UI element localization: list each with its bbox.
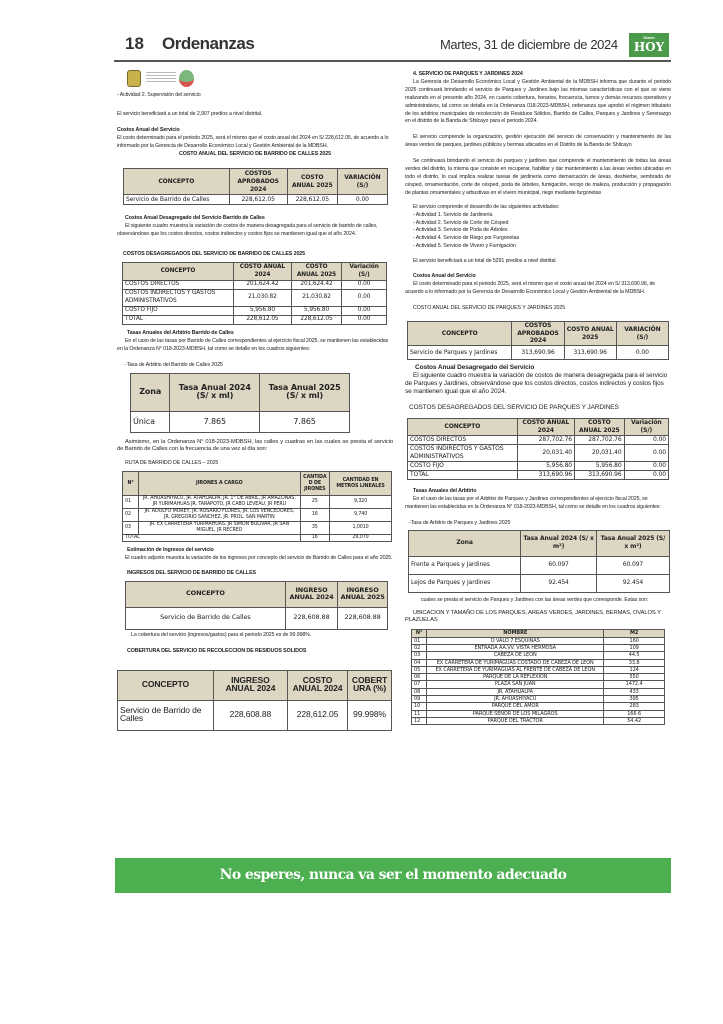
section-heading: 4. SERVICIO DE PARQUES Y JARDINES 2024 (413, 71, 523, 77)
page-number: 18 (125, 34, 144, 53)
table-row (412, 696, 665, 703)
table-cell: 228,612.05 (287, 700, 347, 730)
table-cell: 228,612.05 (287, 195, 337, 205)
newspaper-logo (629, 33, 669, 57)
table-row (409, 556, 670, 574)
table-cell: COSTOS INDIRECTOS Y GASTOS ADMINISTRATIVOS (123, 290, 234, 307)
table-row (412, 666, 665, 673)
table-cell: 54.42 (604, 717, 665, 724)
table-cell: 21,030.82 (233, 290, 291, 307)
table-cell: 313,690.96 (512, 346, 564, 360)
table-cell: 201,624.42 (291, 281, 341, 290)
table-cell: 313,690.96 (575, 471, 625, 480)
table-cell: 228,612.05 (291, 315, 341, 324)
section-heading: Tasas Anuales del Arbitrio (413, 488, 477, 494)
table-cell: 109 (604, 644, 665, 651)
table-cell: 02 (123, 509, 139, 522)
table-cell: PARQUE DE LA REFLEXION (427, 674, 604, 681)
beneficiaries-text: El servicio beneficiará a un total de 2,907 predios a nivel distrital. (117, 110, 263, 117)
table-cell: 0.00 (624, 436, 668, 445)
table-cell: COSTOS DIRECTOS (408, 436, 518, 445)
parks-location-table (411, 629, 665, 725)
coverage-table (117, 670, 392, 731)
table-cell: 9,320 (330, 496, 392, 509)
table-cell: Lejos de Parques y Jardines (409, 574, 521, 592)
letterhead-text-graphic (146, 72, 176, 84)
paragraph: En el caso de las tasas por el Arbitrio de Parques y Jardines correspondientes al ejercicio fiscal 2025, se mantienen las establecidas en la Ordenanza N° 018-2023-MDBSH, tal como se detalle en los cuadros siguientes: (405, 495, 661, 510)
column-header: NOMBRE (427, 630, 604, 637)
section-heading: Costos Anual del Servicio (413, 273, 476, 280)
column-header: Tasa Anual 2024 (S/ x ml) (170, 373, 260, 411)
table-cell: 433 (604, 688, 665, 695)
table-cell: 287,702.76 (575, 436, 625, 445)
table-cell: JR. AHUASHIYACU, JR. ATAHUALPA, JR. 1° DE ABRIL, JR AMAZONAS, JR YURIMAHUAS JR. TARAPOTO, JR CABO LEVEAU, JR PERU (139, 496, 300, 509)
paragraph: La cobertura del servicio (ingresos/gastos) para el periodo 2025 es de 99.998%. (131, 631, 312, 638)
table-title: COSTO ANUAL DEL SERVICIO DE PARQUES Y JARDINES 2025 (413, 304, 566, 311)
park-rate-table (408, 530, 670, 593)
column-header: COSTO ANUAL 2024 (233, 263, 291, 281)
park-annual-cost-table (407, 321, 669, 361)
table-cell: 228,608.88 (338, 607, 388, 629)
table-cell: Servicio de Barrido de Calles (118, 700, 214, 730)
table-cell: 0.00 (342, 290, 387, 307)
table-row (412, 659, 665, 666)
table-row (408, 436, 669, 445)
table-row (408, 445, 669, 462)
section-title: Ordenanzas (162, 34, 255, 53)
table-cell: 283 (604, 703, 665, 710)
table-row (123, 290, 387, 307)
table-cell: 16 (300, 509, 330, 522)
header-divider (114, 60, 671, 62)
table-cell: 0.00 (342, 315, 387, 324)
activity-item: - Actividad 5. Servicio de Vivero y Fumigación (413, 243, 516, 250)
table-row (412, 717, 665, 724)
table-cell: 11 (412, 710, 427, 717)
table-header-row (124, 169, 388, 195)
column-header: COSTO ANUAL 2025 (287, 169, 337, 195)
table-cell: 08 (412, 688, 427, 695)
activity-item: - Actividad 2. Supervisión del servicio (117, 92, 201, 98)
table-row (408, 346, 669, 360)
table-cell: 44.5 (604, 652, 665, 659)
column-header: Variación (S/) (624, 419, 668, 436)
activity-item: - Actividad 1. Servicio de Jardinería (413, 211, 493, 218)
section-heading: Tasas Anuales del Arbitrio Barrido de Calles (127, 329, 234, 336)
section-heading: Costos Anual Desagregado del Servicio Barrido de Calles (125, 215, 265, 222)
column-header: COSTO ANUAL 2024 (287, 670, 347, 700)
table-row (412, 710, 665, 717)
table-cell: PARQUE SEÑOR DE LOS MILAGROS (427, 710, 604, 717)
column-header: VARIACIÓN (S/) (337, 169, 387, 195)
table-cell: 201,624.42 (233, 281, 291, 290)
table-cell: 313,690.96 (517, 471, 574, 480)
table-row (412, 674, 665, 681)
table-cell: EX CARRETERA DE YURIMAGUAS COSTADO DE CABEZA DE LEON (427, 659, 604, 666)
column-header: Tasa Anual 2024 (S/ x m²) (521, 530, 597, 556)
slogan-banner: No esperes, nunca va ser el momento adecuado (115, 858, 671, 893)
table-row (408, 462, 669, 471)
table-row (412, 644, 665, 651)
column-header: N° (123, 472, 139, 496)
activity-item: - Actividad 3. Servicio de Poda de Árboles (413, 227, 508, 234)
table-cell: EX CARRETERA DE YURIMAGUAS AL FRENTE DE CABEZA DE LEON (427, 666, 604, 673)
table-cell: PLAZA SAN JUAN (427, 681, 604, 688)
table-row (123, 496, 392, 509)
table-cell: 228,612.05 (229, 195, 287, 205)
column-header: COSTO ANUAL 2024 (517, 419, 574, 436)
table-cell: 20,031.40 (517, 445, 574, 462)
table-cell: 20,031.40 (575, 445, 625, 462)
table-cell: 92.454 (596, 574, 669, 592)
table-cell: 60.097 (521, 556, 597, 574)
table-row (412, 652, 665, 659)
column-header: CONCEPTO (408, 321, 512, 346)
table-cell: Servicio de Barrido de Calles (124, 195, 230, 205)
table-header-row (408, 419, 669, 436)
activity-item: - Actividad 2. Servicio de Corte de Césped (413, 219, 509, 226)
table-row (126, 607, 388, 629)
table-cell: 12 (412, 717, 427, 724)
paragraph: El siguiente cuadro muestra la variación de costos de manera desagregada para el servicio de barrido de calles, observándose que los costos directos, costos indirectos y costos fijos se mantienen igual que el año 2024. (117, 223, 378, 238)
table-row (412, 637, 665, 644)
table-cell: ENTRADA AA.VV. VISTA HERMOSA (427, 644, 604, 651)
table-cell: 05 (412, 666, 427, 673)
table-cell: 60.097 (596, 556, 669, 574)
table-row (131, 411, 350, 432)
paragraph: El costo determinado para el periodo 2025, será el mismo que el costo anual del 2024 en S/ 313,690.96, de acuerdo a lo informado por la Gerencia de Desarrollo Económico Local y Gestión Ambiental de la MDBSH. (405, 280, 656, 295)
table-cell: 228,612.05 (233, 315, 291, 324)
table-cell: 21,030.82 (291, 290, 341, 307)
table-header-row (131, 373, 350, 411)
table-cell: JR. AHUASHIYACU (427, 696, 604, 703)
table-cell: 228,608.88 (213, 700, 287, 730)
right-column (405, 71, 671, 725)
table-cell: 03 (123, 522, 139, 535)
income-table (125, 581, 388, 630)
annual-cost-table (123, 168, 388, 205)
table-cell: 5,956.80 (517, 462, 574, 471)
municipal-seal-icon (127, 70, 141, 87)
table-row (412, 703, 665, 710)
column-header: CONCEPTO (126, 581, 286, 607)
column-header: CANTIDAD DE JIRONES (300, 472, 330, 496)
column-header: CONCEPTO (124, 169, 230, 195)
column-header: COSTOS APROBADOS 2024 (512, 321, 564, 346)
table-cell: Frente a Parques y Jardines (409, 556, 521, 574)
table-cell: 33.8 (604, 659, 665, 666)
table-cell: JR. ATAHUALPA (427, 688, 604, 695)
table-row (124, 195, 388, 205)
table-cell: 99.998% (348, 700, 392, 730)
table-cell: COSTO FIJO (408, 462, 518, 471)
column-header: Zona (409, 530, 521, 556)
column-header: INGRESO ANUAL 2024 (285, 581, 337, 607)
left-column (117, 92, 393, 731)
paragraph: El servicio comprende la organización, gestión ejecución del servicio de conservación y mantenimiento de las áreas verdes de parques, jardines públicos y bermas ubicados en el Distrito de la Banda de Shilcayo (405, 134, 671, 149)
paragraph: Asimismo, en la Ordenanza N° 018-2023-MDBSH, las calles y cuadras en las cuales se presta el servicio de Barrido de Calles con la frecuencia de una vez al día son: (117, 438, 393, 453)
paragraph: El cuadro adjunto muestra la variación de los ingresos por concepto del servicio de Barrido de Calles para el año 2025. (125, 555, 393, 562)
table-cell: 10 (412, 703, 427, 710)
paragraph: Se continuará brindando el servicio de parques y jardines que comprende el mantenimiento de todas las áreas verdes del distrito, la misma que consiste en recuperar, habilitar y dar mantenimiento a las áreas verdes ubicadas en todo el distrito, lo cual implica realizar tareas de jardinería como demarcación de áreas, deshierbe, sembrado de césped, ornamentación, corte de césped, poda de árboles, fumigación, recojo de maleza, producción y propagación de plantas ornamentales y arbustivas en el vivero municipal, riego mediante furgonetas (405, 158, 671, 196)
column-header: CANTIDAD EN METROS LINEALES (330, 472, 392, 496)
column-header: M2 (604, 630, 665, 637)
column-header: Variación (S/) (342, 263, 387, 281)
table-header-row (412, 630, 665, 637)
column-header: Tasa Anual 2025 (S/ x m²) (596, 530, 669, 556)
table-header-row (409, 530, 670, 556)
table-row (123, 315, 387, 324)
table-cell: 1472.4 (604, 681, 665, 688)
column-header: COSTO ANUAL 2025 (291, 263, 341, 281)
issue-date: Martes, 31 de diciembre de 2024 (440, 37, 618, 52)
table-row (123, 306, 387, 315)
table-cell: TOTAL (123, 535, 301, 542)
logo-big-text: HOY (633, 40, 665, 54)
table-cell: 5,956.80 (233, 306, 291, 315)
table-cell: 9,740 (330, 509, 392, 522)
table-cell: 5,956.80 (575, 462, 625, 471)
table-cell: 1,0010 (330, 522, 392, 535)
column-header: Zona (131, 373, 170, 411)
table-cell: 02 (412, 644, 427, 651)
table-row (409, 574, 670, 592)
table-header-row (118, 670, 392, 700)
table-row (408, 471, 669, 480)
table-cell: 5,956.80 (291, 306, 341, 315)
paragraph: El siguiente cuadro muestra la variación de costos de manera desagregada para el servicio de Parques y Jardines, observándose que los costos directos, costos indirectos y costos fijos se mantienen igual que el año 2024. (405, 372, 668, 396)
table-cell: 0.00 (624, 445, 668, 462)
table-cell: PARQUE DEL TRACTOR (427, 717, 604, 724)
activity-item: - Actividad 4. Servicio de Riego por Furgonetas (413, 235, 520, 242)
paragraph: El servicio comprende el desarrollo de las siguientes actividades: (413, 203, 560, 210)
column-header: COSTO ANUAL 2025 (575, 419, 625, 436)
municipal-logo-icon (179, 70, 194, 87)
table-cell: TOTAL (408, 471, 518, 480)
table-row (118, 700, 392, 730)
table-row (412, 688, 665, 695)
section-heading: Costos Anual Desagregado del Servicio (415, 364, 535, 372)
table-cell: 550 (604, 674, 665, 681)
table-cell: 160 (604, 637, 665, 644)
table-cell: O VALO 7 ESQUINAS (427, 637, 604, 644)
table-row (123, 281, 387, 290)
table-cell: 04 (412, 659, 427, 666)
paragraph: La Gerencia de Desarrollo Económico Local y Gestión Ambiental de la MDBSH informa que durante el periodo 2025 continuará brindando el servicio de Parques y Jardines bajo las mismas características con el que se viene realizando en el presente año 2024, en cuanto cobertura, horarios, frecuencia, turnos y demás recursos operativos y administrativos, tal como se detalla en la Ordenanza 018-2023-MDBSH, ordenanza que aprobó el régimen tributario de los arbitrios municipales de recolección de Residuos Sólidos, Barrido de Calles, Parques y Jardines y Serenazgo en el distrito de la Banda de Shilcayo para el periodo 2024. (405, 78, 671, 125)
table-title: UBICACION Y TAMAÑO DE LOS PARQUES, AREAS VERDES, JARDINES, BERMAS, OVALOS Y PLAZUELAS (405, 609, 661, 624)
table-cell: JR. ADOLFO MOREY, JR. ROSARIO FLORES, JR. LOS VENCEDORES, JR. GREGORIO SANCHEZ, JR. PROL. SAN MARTIN (139, 509, 300, 522)
column-header: COSTO ANUAL 2025 (564, 321, 616, 346)
table-row (123, 509, 392, 522)
paragraph: cuales se presta el servicio de Parques y Jardines con las áreas verdes que corresponde. Estas son: (421, 596, 649, 603)
table-cell: 35 (300, 522, 330, 535)
paragraph: El costo determinado para el periodo 2025, será el mismo que el costo anual del 2024 en S/ 228,612.05, de acuerdo a lo informado por la Gerencia de Desarrollo Económico Local y Gestión Ambiental de la MDBSH. (117, 134, 389, 149)
table-row (123, 522, 392, 535)
table-cell: 01 (412, 637, 427, 644)
beneficiaries-text: El servicio beneficiará a un total de 5291 predios a nivel distrital. (413, 258, 557, 265)
table-cell: CABEZA DE LEON (427, 652, 604, 659)
table-cell: Servicio de Parques y Jardines (408, 346, 512, 360)
table-title: -Tasa de Arbitrio de Parques y Jardines 2025 (409, 519, 511, 526)
table-cell: 7.865 (170, 411, 260, 432)
table-cell: COSTOS DIRECTOS (123, 281, 234, 290)
table-header-row (123, 472, 392, 496)
table-cell: 29,070 (330, 535, 392, 542)
table-cell: COSTO FIJO (123, 306, 234, 315)
table-cell: Única (131, 411, 170, 432)
table-cell: 0.00 (337, 195, 387, 205)
table-cell: PARQUE DEL AMOR (427, 703, 604, 710)
table-header-row (126, 581, 388, 607)
paragraph: En el caso de las tasas por Barrido de Calles correspondientes al ejercicio fiscal 2025, se mantienen las establecidas en la Ordenanza N° 018-2023-MDBSH, tal como se detalle en los cuadros siguientes: (117, 337, 389, 352)
table-cell: 395 (604, 696, 665, 703)
column-header: COSTOS APROBADOS 2024 (229, 169, 287, 195)
table-cell: 228,608.88 (285, 607, 337, 629)
table-title: COBERTURA DEL SERVICIO DE RECOLECCION DE RESIDUOS SOLIDOS (127, 647, 307, 654)
column-header: Tasa Anual 2025 (S/ x ml) (260, 373, 350, 411)
route-table (122, 471, 392, 542)
table-title: RUTA DE BARRIDO DE CALLES – 2025 (125, 460, 219, 467)
activities-list (405, 212, 671, 252)
table-cell: 16 (300, 535, 330, 542)
table-cell: 287,702.76 (517, 436, 574, 445)
table-title: -Tasa de Arbitrio del Barrido de Calles 2025 (125, 361, 223, 368)
rate-table (130, 373, 350, 433)
park-disaggregated-cost-table (407, 418, 669, 480)
table-cell: 0.00 (342, 281, 387, 290)
table-cell: 25 (300, 496, 330, 509)
table-cell: 0.00 (342, 306, 387, 315)
column-header: INGRESO ANUAL 2025 (338, 581, 388, 607)
table-title: COSTO ANUAL DEL SERVICIO DE BARRIDO DE CALLES 2025 (179, 150, 331, 157)
table-cell: 09 (412, 696, 427, 703)
section-heading: Costos Anual del Servicio (117, 126, 180, 133)
table-cell: 92.454 (521, 574, 597, 592)
column-header: CONCEPTO (123, 263, 234, 281)
column-header: CONCEPTO (118, 670, 214, 700)
table-cell: 0.00 (624, 462, 668, 471)
table-total-row (123, 535, 392, 542)
table-cell: 03 (412, 652, 427, 659)
table-header-row (408, 321, 669, 346)
table-title: INGRESOS DEL SERVICIO DE BARRIDO DE CALLES (127, 570, 256, 577)
table-cell: TOTAL (123, 315, 234, 324)
table-title: COSTOS DESAGREGADOS DEL SERVICIO DE PARQUES Y JARDINES (409, 404, 619, 412)
column-header: CONCEPTO (408, 419, 518, 436)
table-cell: COSTOS INDIRECTOS Y GASTOS ADMINISTRATIVOS (408, 445, 518, 462)
table-cell: JR. EX CARRETERA YURIMAHUAS, JR SIMON BOLIVAR, JR SAN MIGUEL, JR RECREO (139, 522, 300, 535)
column-header: N° (412, 630, 427, 637)
table-cell: 7.865 (260, 411, 350, 432)
column-header: VARIACIÓN (S/) (616, 321, 668, 346)
table-cell: 0.00 (624, 471, 668, 480)
table-cell: Servicio de Barrido de Calles (126, 607, 286, 629)
disaggregated-cost-table (122, 262, 387, 325)
table-cell: 01 (123, 496, 139, 509)
table-cell: 0.00 (616, 346, 668, 360)
column-header: COBERTURA (%) (348, 670, 392, 700)
table-cell: 166.6 (604, 710, 665, 717)
table-cell: 07 (412, 681, 427, 688)
section-heading: Estimación de Ingresos del servicio (127, 547, 214, 554)
table-title: COSTOS DESAGREGADOS DEL SERVICIO DE BARRIDO DE CALLES 2025 (123, 251, 305, 258)
logo-small-text: Diario (643, 35, 655, 40)
table-row (412, 681, 665, 688)
table-cell: 313,690.96 (564, 346, 616, 360)
table-cell: 06 (412, 674, 427, 681)
table-header-row (123, 263, 387, 281)
table-cell: 124 (604, 666, 665, 673)
column-header: JIRONES A CARGO (139, 472, 300, 496)
column-header: INGRESO ANUAL 2024 (213, 670, 287, 700)
